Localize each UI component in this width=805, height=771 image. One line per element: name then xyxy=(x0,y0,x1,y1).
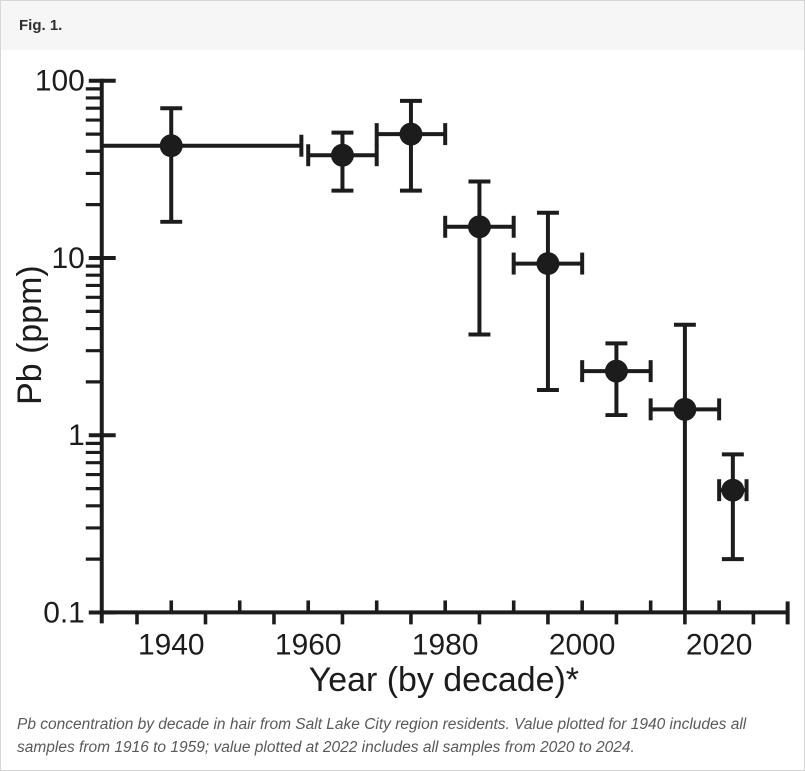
x-tick-label: 1980 xyxy=(411,628,479,662)
figure-caption: Pb concentration by decade in hair from Salt Lake City region residents. Value plotted for 1940 includes all samples from 1916 to 1959; value plotted at 2022 includes all samples from 2020 to 2024. xyxy=(17,716,747,756)
y-tick-label: 1 xyxy=(68,419,85,453)
x-axis-title: Year (by decade)* xyxy=(308,661,579,700)
data-point xyxy=(536,252,559,275)
chart-area xyxy=(1,50,804,705)
data-point xyxy=(399,123,422,146)
y-tick-label: 0.1 xyxy=(43,596,85,630)
data-point xyxy=(331,144,354,167)
y-tick-label: 100 xyxy=(34,64,85,98)
x-tick-label: 1960 xyxy=(274,628,342,662)
figure-label: Fig. 1. xyxy=(19,17,63,34)
data-point xyxy=(160,134,183,157)
pb-concentration-chart xyxy=(1,50,804,705)
y-tick-label: 10 xyxy=(51,241,85,275)
data-point xyxy=(468,215,491,238)
x-tick-label: 2020 xyxy=(685,628,753,662)
data-point xyxy=(673,398,696,421)
y-axis-title: Pb (ppm) xyxy=(10,265,49,405)
x-tick-label: 2000 xyxy=(548,628,616,662)
figure-header xyxy=(1,1,804,50)
x-tick-label: 1940 xyxy=(137,628,205,662)
data-point xyxy=(605,360,628,383)
data-point xyxy=(721,479,744,502)
